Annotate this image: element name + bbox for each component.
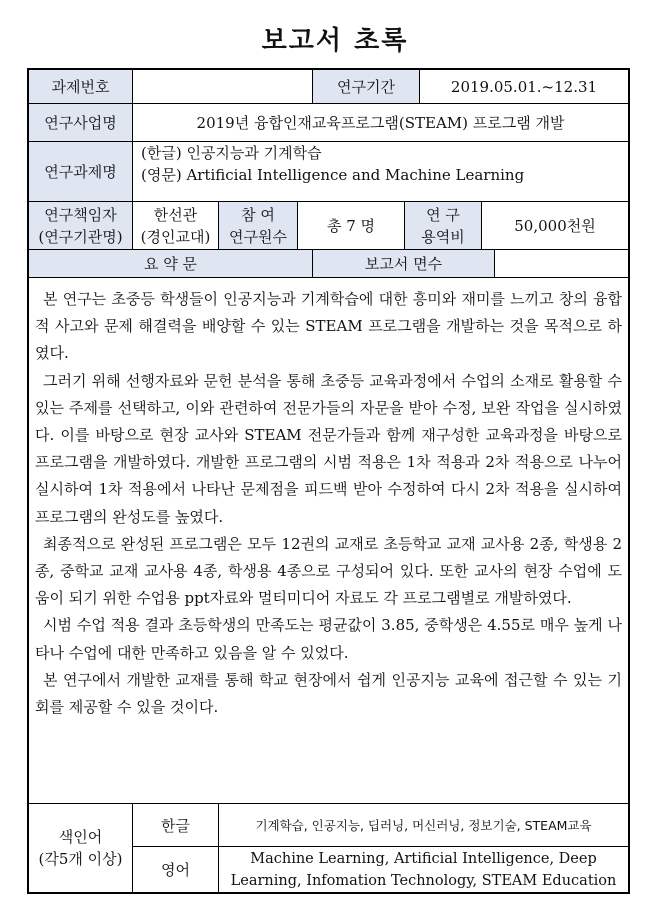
report-pages-label: 보고서 면수 (313, 250, 495, 277)
lead-researcher-name: 한선관 (153, 205, 198, 224)
summary-paragraph: 시범 수업 적용 결과 초등학생의 만족도는 평균값이 3.85, 중학생은 4.55로 매우 높게 나타나 수업에 대한 만족하고 있음을 알 수 있었다. (35, 616, 622, 662)
research-period-label: 연구기간 (313, 70, 420, 103)
index-keywords-table (133, 804, 628, 892)
project-name-label: 연구사업명 (29, 104, 133, 141)
task-number-value (133, 70, 313, 103)
research-title-label: 연구과제명 (29, 142, 133, 201)
row-summary-body (29, 278, 628, 804)
page-title: 보고서 초록 (261, 26, 409, 56)
summary-label: 요 약 문 (29, 250, 313, 277)
research-title-korean: (한글) 인공지능과 기계학습 (141, 144, 322, 162)
lead-researcher-value (133, 202, 219, 249)
research-title-value (133, 142, 628, 201)
row-index-keywords (29, 804, 628, 892)
research-cost-label-line1: 연 구 (426, 205, 460, 224)
row-task-number (29, 70, 628, 104)
index-row-english (133, 847, 628, 892)
summary-paragraph: 본 연구는 초중등 학생들이 인공지능과 기계학습에 대한 흥미와 재미를 느끼고 창의 융합적 사고와 문제 해결력을 배양할 수 있는 STEAM 프로그램을 개발하는 것을 목적으로 하였다. (35, 290, 622, 363)
index-english-label: 영어 (133, 847, 219, 892)
lead-researcher-label-line2: (연구기관명) (38, 227, 123, 246)
row-researcher (29, 202, 628, 250)
lead-researcher-label-line1: 연구책임자 (44, 205, 117, 224)
index-korean-value: 기계학습, 인공지능, 딥러닝, 머신러닝, 정보기술, STEAM교육 (255, 818, 592, 833)
members-label-line1: 참 여 (241, 205, 275, 224)
research-cost-label-line2: 용역비 (421, 227, 465, 246)
research-cost-label (405, 202, 482, 249)
research-cost-value: 50,000천원 (514, 217, 596, 235)
index-korean-label: 한글 (133, 804, 219, 846)
members-label (219, 202, 298, 249)
index-english-value-line1: Machine Learning, Artificial Intelligence, Deep (250, 850, 597, 867)
research-period-value: 2019.05.01.~12.31 (450, 77, 598, 96)
index-english-value (219, 847, 628, 892)
report-pages-value (495, 250, 628, 277)
index-keywords-label-line2: (각5개 이상) (38, 850, 123, 868)
lead-researcher-label (29, 202, 133, 249)
research-title-english: (영문) Artificial Intelligence and Machine Learning (141, 166, 525, 184)
row-research-title (29, 142, 628, 202)
task-number-label: 과제번호 (29, 70, 133, 103)
index-english-value-line2: Learning, Infomation Technology, STEAM Education (230, 872, 617, 889)
project-name-value: 2019년 융합인재교육프로그램(STEAM) 프로그램 개발 (196, 114, 565, 132)
index-row-korean (133, 804, 628, 847)
summary-paragraph: 본 연구에서 개발한 교재를 통해 학교 현장에서 쉽게 인공지능 교육에 접근할 수 있는 기회를 제공할 수 있을 것이다. (35, 670, 622, 717)
row-project (29, 104, 628, 142)
index-keywords-label (29, 804, 133, 892)
row-summary-header (29, 250, 628, 278)
index-keywords-label-line1: 색인어 (58, 828, 103, 846)
summary-paragraph: 최종적으로 완성된 프로그램은 모두 12권의 교재로 초등학교 교재 교사용 2종, 학생용 2종, 중학교 교재 교사용 4종, 학생용 4종으로 구성되어 있다. 또한 교사의 현장 수업에 도움이 되기 위한 수업용 ppt자료와 멀티미디어 자료도 각 프로그램별로 개발하였다. (35, 534, 622, 608)
members-label-line2: 연구원수 (229, 227, 287, 246)
lead-researcher-org: (경인교대) (140, 227, 211, 246)
members-value: 총 7 명 (298, 202, 405, 249)
summary-paragraph: 그러기 위해 선행자료와 문헌 분석을 통해 초중등 교육과정에서 수업의 소재로 활용할 수 있는 주제를 선택하고, 이와 관련하여 전문가들의 자문을 받아 수정, 보완 작업을 실시하였다. 이를 바탕으로 현장 교사와 STEAM 전문가들과 함께 재구성한 교육과정을 바탕으로 프로그램을 개발하였다. 개발한 프로그램의 시범 적용은 1차 적용과 2차 적용으로 나누어 실시하여 1차 적용에서 나타난 문제점을 피드백 받아 수정하여 다시 2차 적용을 실시하여 프로그램의 완성도를 높였다. (35, 371, 622, 526)
summary-text (29, 278, 628, 803)
report-abstract-table (27, 68, 630, 894)
